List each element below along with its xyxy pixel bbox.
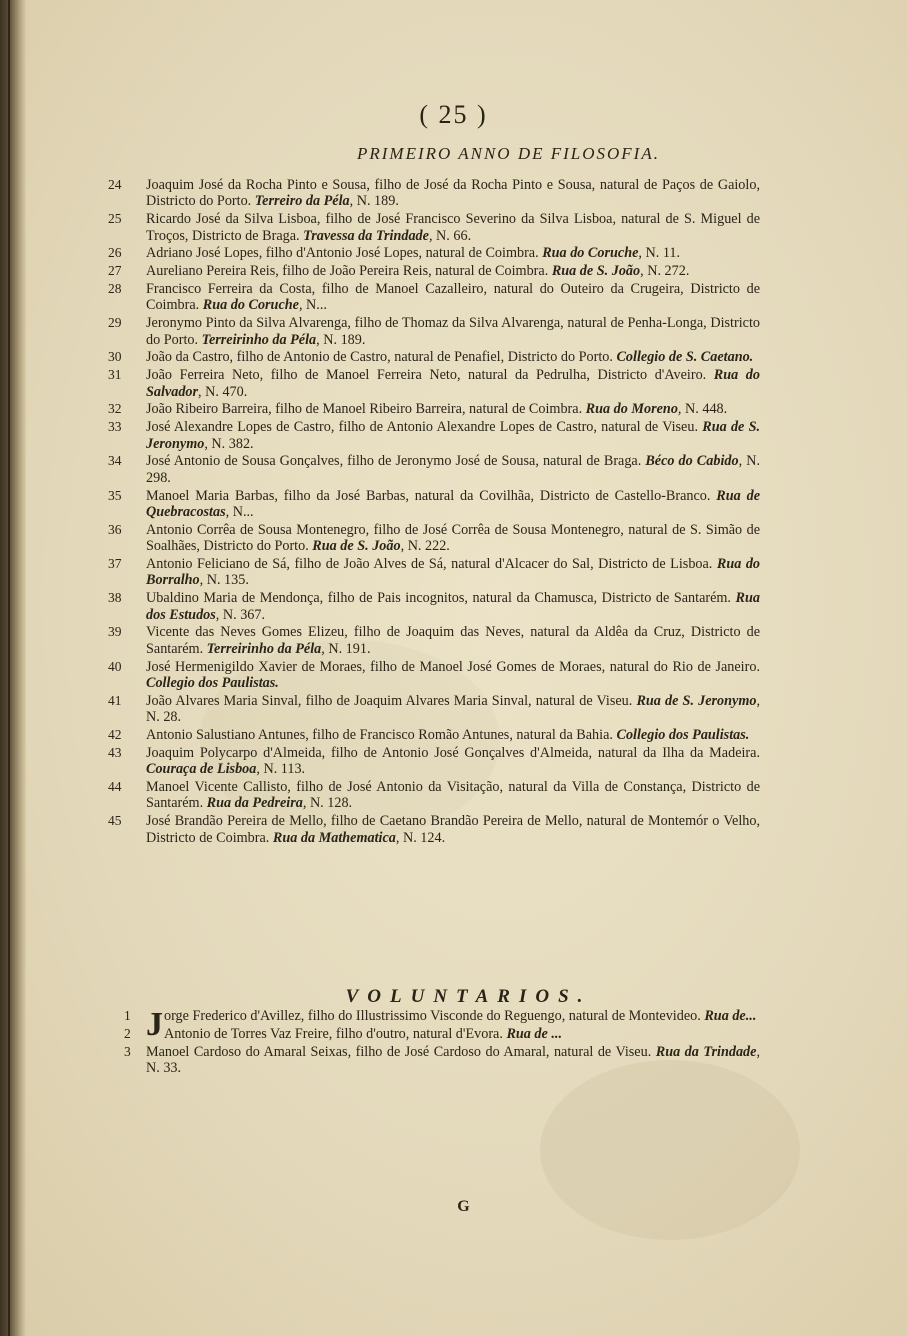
entry-house-number: , N. 189. [349,193,399,210]
entry-body [146,590,760,623]
list-item [108,813,760,846]
entry-address: Rua dos Estudos [146,590,760,623]
entry-number: 26 [108,245,122,261]
entry-house-number: , N. 124. [395,829,446,846]
entry-text: José Brandão Pereira de Mello, filho de Caetano Brandão Pereira de Mello, natural de Montemór o Velho, Districto de Coimbra. [146,813,760,846]
entry-address: Terreirinho da Péla [201,331,317,348]
entry-number: 34 [108,453,122,469]
entry-address: Rua do Coruche [202,297,299,314]
list-item [108,177,760,210]
entry-address: Collegio dos Paulistas. [146,675,279,692]
entry-body [146,453,760,486]
entry-address: Rua de ... [506,1025,563,1042]
entry-text: João da Castro, filho de Antonio de Castro, natural de Penafiel, Districto do Porto. [146,349,613,366]
entry-number: 2 [124,1025,131,1041]
entry-body [146,367,760,400]
entry-text: João Alvares Maria Sinval, filho de Joaquim Alvares Maria Sinval, natural de Viseu. [146,692,633,709]
entry-text: Antonio Corrêa de Sousa Montenegro, filho de José Corrêa de Sousa Montenegro, natural de S. Simão de Soalhães, Districto do Porto. [146,521,760,555]
entry-text: Joaquim Polycarpo d'Almeida, filho de Antonio José Gonçalves d'Almeida, natural da Ilha da Madeira. [146,744,760,761]
entry-house-number: , N. 191. [321,640,371,657]
entry-text: Francisco Ferreira da Costa, filho de Manoel Cazalleiro, natural do Outeiro da Crugeira, Districto de Coimbra. [146,281,760,314]
entry-number: 35 [108,487,122,503]
entry-address: Rua do Borralho [146,556,761,589]
list-item [108,349,760,365]
book-gutter [0,0,26,1336]
entry-number: 43 [108,744,122,760]
entry-body [146,813,760,846]
entry-number: 31 [108,367,122,383]
list-item [108,624,760,657]
entry-address: Couraça de Lisboa [146,761,257,778]
entry-number: 24 [108,177,122,192]
entry-house-number: , N. 28. [146,692,760,726]
entry-house-number: , N. 66. [428,227,472,244]
entry-body [146,779,760,812]
entry-house-number: , N. 272. [640,263,690,280]
entry-body [146,245,760,261]
entry-house-number: , N. 189. [316,331,366,348]
entry-number: 29 [108,315,122,331]
entry-body [146,211,760,244]
entry-text: João Ferreira Neto, filho de Manoel Ferreira Neto, natural da Pedrulha, Districto d'Aveiro. [146,367,707,384]
entry-house-number: , N... [298,297,327,314]
entry-address: Rua de S. Jeronymo [146,419,761,452]
entry-house-number: , N. 128. [302,795,353,812]
entry-address: Rua do Coruche [542,245,639,262]
entry-number: 45 [108,813,122,829]
entry-number: 1 [124,1008,131,1023]
entry-text: Aureliano Pereira Reis, filho de João Pereira Reis, natural de Coimbra. [146,263,549,280]
entry-text: João Ribeiro Barreira, filho de Manoel Ribeiro Barreira, natural de Coimbra. [146,401,583,418]
list-item [108,263,760,279]
entry-text: Joaquim José da Rocha Pinto e Sousa, filho de José da Rocha Pinto e Sousa, natural de Paços de Gaiolo, Districto do Porto. [146,177,760,210]
entry-number: 41 [108,692,122,708]
entry-number: 42 [108,727,122,743]
entry-address: Collegio de S. Caetano. [616,349,754,366]
list-item [108,211,760,244]
entry-body [146,401,760,417]
list-item [108,693,760,726]
list-item [108,556,760,589]
entry-house-number: , N. 33. [146,1043,760,1076]
entry-body [146,556,760,589]
entry-house-number: , N. 135. [199,572,249,589]
entry-address: Collegio dos Paulistas. [616,727,750,744]
section-title-primeiro-anno: PRIMEIRO ANNO DE FILOSOFIA. [357,144,660,163]
entry-body [146,727,760,743]
list-item [108,745,760,778]
page-number: ( 25 ) [419,100,488,129]
entry-body [146,349,760,365]
entry-text: Antonio de Torres Vaz Freire, filho d'outro, natural d'Evora. [164,1025,503,1042]
section-title-voluntarios: VOLUNTARIOS. [345,986,592,1007]
entry-text: Manoel Vicente Callisto, filho de José Antonio da Visitação, natural da Villa de Constança, Districto de Santarém. [146,779,760,812]
entry-house-number: , N. 448. [677,401,728,418]
entry-body [146,263,760,279]
entry-body [146,1026,760,1042]
entry-text: Manoel Maria Barbas, filho da José Barbas, natural da Covilhãa, Districto de Castello-Branco. [146,487,711,504]
entry-body [146,315,760,348]
entry-body [146,745,760,778]
entry-number: 3 [124,1043,131,1059]
entry-text: Antonio Feliciano de Sá, filho de João Alves de Sá, natural d'Alcacer do Sal, Districto de Lisboa. [146,556,713,573]
entry-number: 32 [108,401,122,417]
entry-house-number: , N. 11. [638,245,681,262]
entry-address: Rua do Salvador [146,367,760,400]
entry-body [146,488,760,521]
entry-body [146,522,760,555]
entry-body [146,693,760,726]
entry-body [146,624,760,657]
entry-address: Rua da Trindade [655,1043,757,1060]
entry-number: 36 [108,521,122,537]
list-item [108,1026,760,1042]
entry-body [146,177,760,210]
signature-mark: G [457,1198,470,1215]
entry-text: Ricardo José da Silva Lisboa, filho de José Francisco Severino da Silva Lisboa, natural de S. Miguel de Troços, Districto de Braga. [146,211,760,244]
entry-number: 27 [108,263,122,279]
entry-text: Vicente das Neves Gomes Elizeu, filho de Joaquim das Neves, natural da Aldêa da Cruz, Districto de Santarém. [146,624,760,657]
entry-number: 38 [108,590,122,606]
student-list-voluntarios [108,1008,760,1078]
entry-number: 44 [108,779,122,795]
entry-text: orge Frederico d'Avillez, filho do Illustrissimo Visconde do Reguengo, natural de Montevideo. [164,1008,701,1024]
entry-address: Béco do Cabido [645,453,739,470]
entry-house-number: , N. 222. [400,538,450,555]
list-item [108,315,760,348]
list-item [108,779,760,812]
list-item [108,401,760,417]
entry-body [146,281,760,314]
entry-number: 33 [108,419,122,435]
list-item [108,659,760,692]
list-item [108,1044,760,1077]
student-list-primeiro-anno [108,177,760,847]
entry-house-number: , N. 382. [204,435,254,452]
entry-number: 37 [108,556,122,572]
entry-number: 39 [108,624,122,640]
entry-address: Rua do Moreno [585,401,678,418]
entry-address: Terreiro da Péla [254,193,350,210]
list-item [108,367,760,400]
entry-text: Ubaldino Maria de Mendonça, filho de Pais incognitos, natural da Chamusca, Districto de Santarém. [146,590,731,607]
list-item [108,727,760,743]
entry-address: Rua de... [704,1008,757,1024]
entry-number: 30 [108,349,122,365]
list-item [108,281,760,314]
list-item [108,453,760,486]
entry-body [146,659,760,692]
list-item [108,522,760,555]
entry-address: Terreirinho da Péla [206,640,322,657]
entry-house-number: , N. 367. [215,606,266,623]
entry-number: 25 [108,211,122,227]
entry-text: José Alexandre Lopes de Castro, filho de Antonio Alexandre Lopes de Castro, natural de Viseu. [146,419,698,436]
list-item [108,488,760,521]
entry-house-number: , N. 470. [198,383,248,400]
entry-text: Antonio Salustiano Antunes, filho de Francisco Romão Antunes, natural da Bahia. [146,727,613,744]
list-item [108,245,760,261]
entry-number: 28 [108,281,122,296]
entry-text: José Antonio de Sousa Gonçalves, filho de Jeronymo José de Sousa, natural de Braga. [146,453,642,470]
entry-address: Rua de S. Jeronymo [636,692,757,709]
entry-body [146,419,760,452]
entry-number: 40 [108,658,122,674]
list-item [108,419,760,452]
entry-house-number: , N... [225,504,254,521]
entry-body [146,1044,760,1077]
entry-text: Jeronymo Pinto da Silva Alvarenga, filho de Thomaz da Silva Alvarenga, natural de Penha-Longa, Districto do Porto. [146,315,760,348]
gutter-edge [8,0,10,1336]
drop-cap: J [146,1006,163,1043]
entry-house-number: , N. 113. [256,761,306,778]
entry-address: Rua da Pedreira [206,795,303,812]
entry-address: Rua de Quebracostas [146,487,760,521]
entry-address: Rua de S. João [312,538,401,555]
entry-text: Adriano José Lopes, filho d'Antonio José Lopes, natural de Coimbra. [146,245,539,262]
entry-text: José Hermenigildo Xavier de Moraes, filho de Manoel José Gomes de Moraes, natural do Rio de Janeiro. [146,658,760,675]
entry-text: Manoel Cardoso do Amaral Seixas, filho de José Cardoso do Amaral, natural de Viseu. [146,1043,652,1060]
list-item [108,590,760,623]
entry-house-number: , N. 298. [146,453,760,486]
entry-address: Travessa da Trindade [303,227,429,244]
entry-address: Rua de S. João [551,263,641,280]
entry-address: Rua da Mathematica [272,829,396,846]
